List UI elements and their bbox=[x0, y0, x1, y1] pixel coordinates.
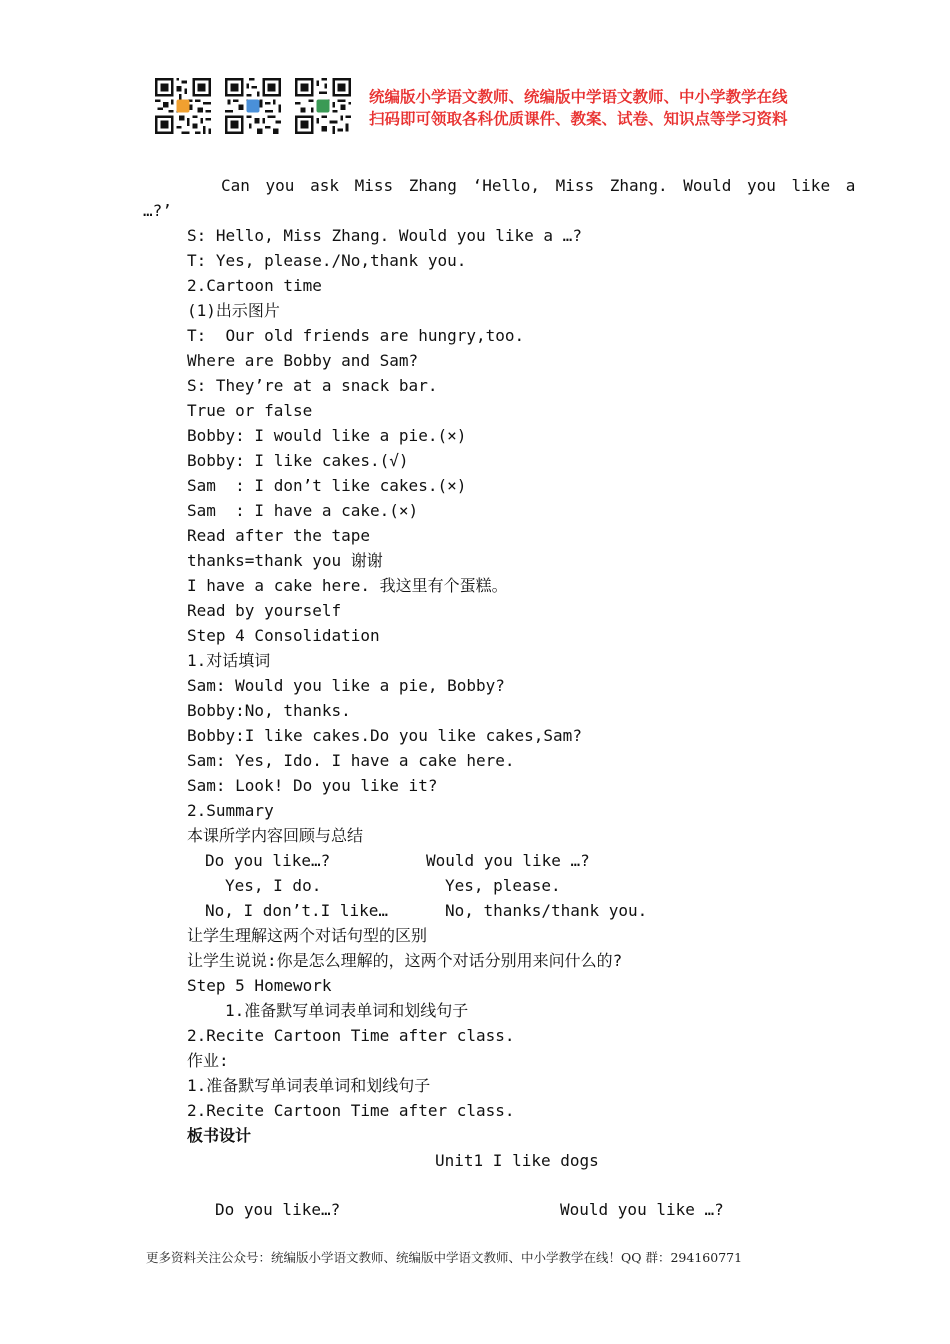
text-line: thanks=thank you 谢谢 bbox=[187, 551, 383, 570]
text-line: 让学生理解这两个对话句型的区别 bbox=[187, 926, 428, 945]
text-line: 1.准备默写单词表单词和划线句子 bbox=[225, 1001, 469, 1020]
text-line: Bobby:No, thanks. bbox=[187, 701, 351, 720]
text-line: Sam: Look! Do you like it? bbox=[187, 776, 438, 795]
section-heading: 板书设计 bbox=[187, 1126, 252, 1145]
summary-right: No, thanks/thank you. bbox=[445, 901, 648, 920]
summary-left: No, I don’t.I like… bbox=[205, 901, 389, 920]
text-line: 2.Recite Cartoon Time after class. bbox=[187, 1101, 515, 1120]
text-line: 1.对话填词 bbox=[187, 651, 271, 670]
summary-left: Do you like…? bbox=[205, 851, 331, 870]
text-line: 让学生说说:你是怎么理解的，这两个对话分别用来问什么的? bbox=[187, 951, 623, 970]
qr-code-1[interactable] bbox=[155, 78, 211, 134]
text-line: …?’ bbox=[143, 201, 172, 220]
text-line: Sam : I have a cake.(×) bbox=[187, 501, 419, 520]
text-line: T: Yes, please./No,thank you. bbox=[187, 251, 467, 270]
summary-right: Would you like …? bbox=[426, 851, 590, 870]
text-line: Read by yourself bbox=[187, 601, 342, 620]
board-left: Do you like…? bbox=[215, 1200, 341, 1219]
summary-right: Yes, please. bbox=[445, 876, 561, 895]
text-line: 1.准备默写单词表单词和划线句子 bbox=[187, 1076, 431, 1095]
text-line: S: They’re at a snack bar. bbox=[187, 376, 438, 395]
text-line: Bobby: I would like a pie.(×) bbox=[187, 426, 467, 445]
promo-text bbox=[369, 86, 788, 130]
promo-header bbox=[155, 78, 835, 136]
text-line: Where are Bobby and Sam? bbox=[187, 351, 419, 370]
board-title: Unit1 I like dogs bbox=[435, 1151, 599, 1170]
text-line: (1)出示图片 bbox=[187, 301, 280, 320]
footer-note: 更多资料关注公众号：统编版小学语文教师、统编版中学语文教师、中小学教学在线！QQ 群：294160771 bbox=[146, 1250, 743, 1265]
text-line: 本课所学内容回顾与总结 bbox=[187, 826, 364, 845]
text-line: 作业: bbox=[187, 1051, 229, 1070]
text-line: Step 4 Consolidation bbox=[187, 626, 380, 645]
text-line: 2.Summary bbox=[187, 801, 274, 820]
board-right: Would you like …? bbox=[560, 1200, 724, 1219]
text-line: True or false bbox=[187, 401, 313, 420]
text-line: Sam : I don’t like cakes.(×) bbox=[187, 476, 467, 495]
qr-code-3[interactable] bbox=[295, 78, 351, 134]
text-line: 2.Cartoon time bbox=[187, 276, 322, 295]
text-line: Sam: Yes, Ido. I have a cake here. bbox=[187, 751, 515, 770]
promo-line-2: 扫码即可领取各科优质课件、教案、试卷、知识点等学习资料 bbox=[369, 110, 788, 128]
text-line: Step 5 Homework bbox=[187, 976, 332, 995]
text-line: Bobby: I like cakes.(√) bbox=[187, 451, 409, 470]
text-line: S: Hello, Miss Zhang. Would you like a …? bbox=[187, 226, 582, 245]
text-line: Read after the tape bbox=[187, 526, 371, 545]
text-line: Sam: Would you like a pie, Bobby? bbox=[187, 676, 505, 695]
text-line: I have a cake here. 我这里有个蛋糕。 bbox=[187, 576, 508, 595]
summary-left: Yes, I do. bbox=[225, 876, 322, 895]
text-line: Can you ask Miss Zhang ‘Hello, Miss Zhang. Would you like a bbox=[221, 176, 856, 195]
text-line: T: Our old friends are hungry,too. bbox=[187, 326, 525, 345]
text-line: 2.Recite Cartoon Time after class. bbox=[187, 1026, 515, 1045]
promo-line-1: 统编版小学语文教师、统编版中学语文教师、中小学教学在线 bbox=[369, 88, 788, 106]
text-line: Bobby:I like cakes.Do you like cakes,Sam? bbox=[187, 726, 582, 745]
qr-code-2[interactable] bbox=[225, 78, 281, 134]
